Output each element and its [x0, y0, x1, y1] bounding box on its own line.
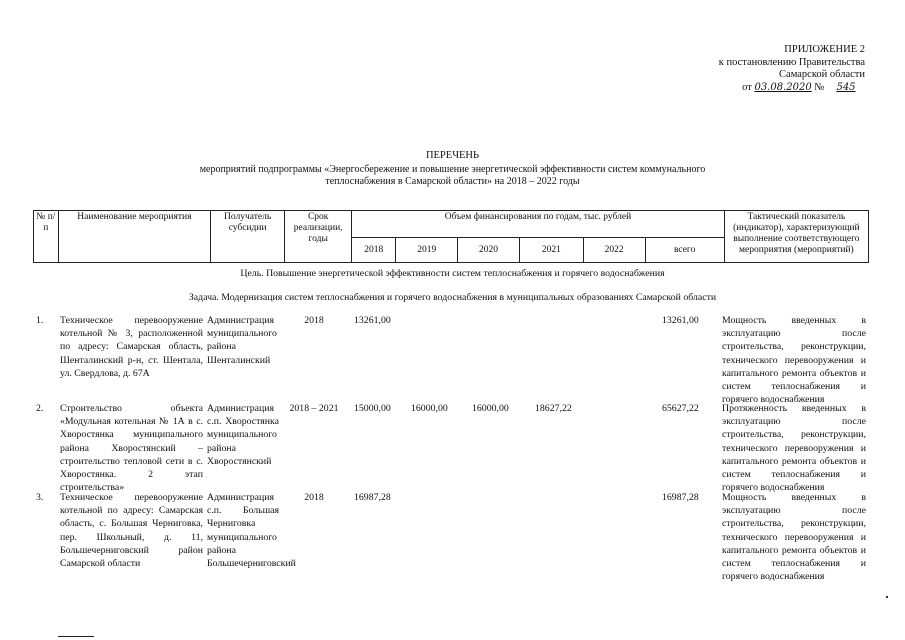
header-year: 2019	[396, 238, 458, 263]
row-total: 65627,22	[662, 403, 699, 414]
annex-block	[719, 44, 865, 94]
goal-line: Цель. Повышение энергетической эффективности систем теплоснабжения и горячего водоснабжения	[240, 268, 665, 279]
row-indicator: Мощность введенных в эксплуатацию после строительства, реконструкции, технического перевооружения и капитального ремонта объектов и систем теплоснабжения и горячего водоснабжения	[722, 315, 866, 406]
scan-mark	[58, 636, 94, 637]
row-name: Техническое перевооружение котельной по адресу: Самарская область, с. Большая Черниговка, пер. Школьный, д. 11, Большечерниговский район Самарской области	[60, 492, 203, 570]
doc-subtitle-1: мероприятий подпрограммы «Энергосбережение и повышение энергетической эффективности систем коммунального	[199, 164, 706, 175]
annex-num-value: 545	[836, 81, 856, 93]
row-name: Техническое перевооружение котельной № 3, расположенной по адресу: Самарская область, Шенталинский р-н, ст. Шентала, ул. Свердлова, д. 67А	[60, 315, 203, 379]
scan-dot	[886, 596, 888, 598]
row-num: 1.	[36, 315, 44, 326]
header-year: 2021	[519, 238, 583, 263]
row-2018: 16987,28	[354, 492, 391, 503]
task-line: Задача. Модернизация систем теплоснабжения и горячего водоснабжения в муниципальных образованиях Самарской области	[188, 292, 717, 303]
row-2019: 16000,00	[411, 403, 448, 414]
row-term: 2018 – 2021	[289, 403, 339, 414]
row-2021: 18627,22	[535, 403, 572, 414]
header-term: Срок реализации, годы	[285, 211, 352, 263]
doc-title: ПЕРЕЧЕНЬ	[425, 150, 480, 161]
row-recipient: Администрация с.п. Хворостянка муниципального района Хворостянский	[207, 403, 279, 467]
row-total: 16987,28	[662, 492, 699, 503]
table-header	[33, 210, 869, 263]
annex-line-1: к постановлению Правительства	[718, 56, 865, 68]
header-indicator: Тактический показатель (индикатор), характеризующий выполнение соответствующего мероприятия (мероприятий)	[724, 211, 868, 263]
annex-title: ПРИЛОЖЕНИЕ 2	[784, 44, 865, 55]
annex-num-prefix: №	[814, 81, 825, 93]
annex-line-2: Самарской области	[779, 69, 865, 80]
doc-subtitle-2: теплоснабжения в Самарской области» на 2018 – 2022 годы	[325, 176, 580, 187]
header-name: Наименование мероприятия	[58, 211, 210, 263]
annex-date-prefix: от	[742, 81, 752, 93]
annex-date-value: 03.08.2020	[754, 81, 812, 93]
row-2018: 15000,00	[354, 403, 391, 414]
row-total: 13261,00	[662, 315, 699, 326]
header-recipient: Получатель субсидии	[211, 211, 285, 263]
row-indicator: Протяженность введенных в эксплуатацию после строительства, реконструкции, технического перевооружения и капитального ремонта объектов и систем теплоснабжения и горячего водоснабжения	[722, 403, 866, 494]
header-num: № п/п	[34, 211, 59, 263]
row-recipient: Администрация муниципального района Шенталинский	[207, 315, 277, 366]
row-recipient: Администрация с.п. Большая Черниговка муниципального района Большечерниговский	[207, 492, 296, 570]
header-year: 2022	[583, 238, 645, 263]
row-2018: 13261,00	[354, 315, 391, 326]
header-year: 2020	[458, 238, 520, 263]
header-total: всего	[645, 238, 724, 263]
annex-date-line	[719, 82, 865, 95]
row-num: 3.	[36, 492, 44, 503]
row-term: 2018	[304, 492, 324, 503]
header-finance: Объем финансирования по годам, тыс. рублей	[352, 211, 725, 238]
row-num: 2.	[36, 403, 44, 414]
row-term: 2018	[304, 315, 324, 326]
row-indicator: Мощность введенных в эксплуатацию после строительства, реконструкции, технического перевооружения и капитального ремонта объектов и систем теплоснабжения и горячего водоснабжения	[722, 492, 866, 583]
row-2020: 16000,00	[472, 403, 509, 414]
header-year: 2018	[352, 238, 396, 263]
row-name: Строительство объекта «Модульная котельная № 1А в с. Хворостянка муниципального района Хворостянский – строительство тепловой сети в с. Хворостянка. 2 этап строительства»	[60, 403, 203, 494]
